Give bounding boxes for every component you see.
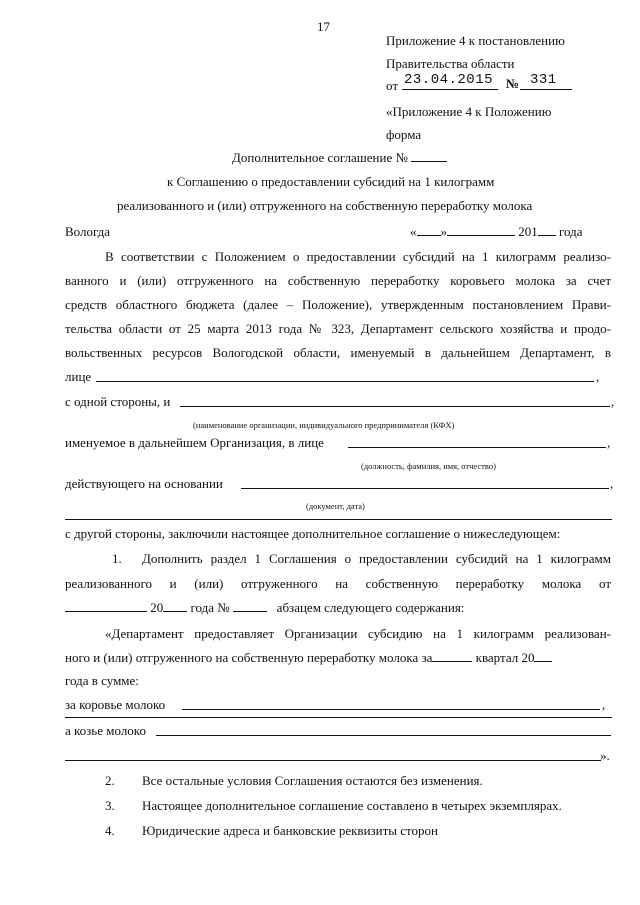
date-fill: « » 201 года [410, 224, 583, 239]
quote-line-3: года в сумме: [65, 673, 139, 688]
item-4-number: 4. [105, 823, 115, 838]
appendix-line-4: «Приложение 4 к Положению [386, 104, 552, 119]
acting-label: действующего на основании [65, 476, 223, 491]
quote-line-1: «Департамент предоставляет Организации субсидию на 1 килограмм реализован- [105, 626, 611, 641]
preamble-line-5: вольственных ресурсов Вологодской области, именуемый в дальнейшем Департамент, в [65, 345, 611, 360]
preamble-line-2: ванного и (или) отгруженного на собственную переработку коровьего молока за счет [65, 273, 611, 288]
preamble-line-1: В соответствии с Положением о предоставлении субсидий на 1 килограмм реализо- [105, 249, 611, 264]
one-side-end: , [611, 394, 615, 409]
item-1-line-2: реализованного и (или) отгруженного на собственную переработку молока от [65, 576, 611, 591]
title-text: Дополнительное соглашение № [232, 150, 408, 165]
one-side-label: с одной стороны, и [65, 394, 171, 409]
page-number: 17 [317, 19, 330, 34]
item-3-text: Настоящее дополнительное соглашение составлено в четырех экземплярах. [142, 798, 562, 813]
appendix-number-value: 331 [530, 72, 557, 88]
appendix-form-label: форма [386, 127, 422, 142]
caption-document: (документ, дата) [306, 501, 365, 511]
quote-line-2: ного и (или) отгруженного на собственную переработку молока за квартал 20 [65, 650, 552, 666]
preamble-line-4: тельства области от 25 марта 2013 года № 323, Департамент сельского хозяйства и продо- [65, 321, 611, 336]
item-1-line-3: 20 года № абзацем следующего содержания: [65, 600, 464, 616]
named-end: , [607, 435, 611, 450]
caption-organization: (наименование организации, индивидуального предпринимателя (КФХ) [193, 420, 455, 430]
preamble-line-6: лице [65, 369, 92, 384]
item-1-number: 1. [112, 551, 122, 566]
title-line-3: реализованного и (или) отгруженного на собственную переработку молока [117, 198, 533, 213]
preamble-line-6-end: , [596, 369, 600, 384]
caption-person: (должность, фамилия, имя, отчество) [361, 461, 496, 471]
preamble-line-3: средств областного бюджета (далее – Положение), утвержденным постановлением Прави- [65, 297, 611, 312]
item-4-text: Юридические адреса и банковские реквизиты сторон [142, 823, 439, 838]
appendix-line-2: Правительства области [386, 56, 515, 71]
cow-milk-label: за коровье молоко [65, 697, 166, 712]
appendix-date-prefix: от [386, 78, 399, 93]
appendix-number-sign: № [506, 76, 520, 91]
goat-milk-label: а козье молоко [65, 723, 146, 738]
item-3-number: 3. [105, 798, 115, 813]
goat-milk-end: ». [600, 748, 610, 763]
item-2-text: Все остальные условия Соглашения остаются без изменения. [142, 773, 483, 788]
item-1-line-1: Дополнить раздел 1 Соглашения о предоставлении субсидий на 1 килограмм [142, 551, 611, 566]
title-line-2: к Соглашению о предоставлении субсидий на 1 килограмм [167, 174, 495, 189]
named-label: именуемое в дальнейшем Организация, в лице [65, 435, 324, 450]
title-line-1 [232, 150, 447, 166]
appendix-date-value: 23.04.2015 [404, 72, 494, 88]
other-side-line: с другой стороны, заключили настоящее дополнительное соглашение о нижеследующем: [65, 526, 561, 541]
appendix-line-1: Приложение 4 к постановлению [386, 33, 565, 48]
city: Вологда [65, 224, 111, 239]
cow-milk-end: , [602, 697, 606, 712]
acting-end: , [610, 476, 614, 491]
item-2-number: 2. [105, 773, 115, 788]
